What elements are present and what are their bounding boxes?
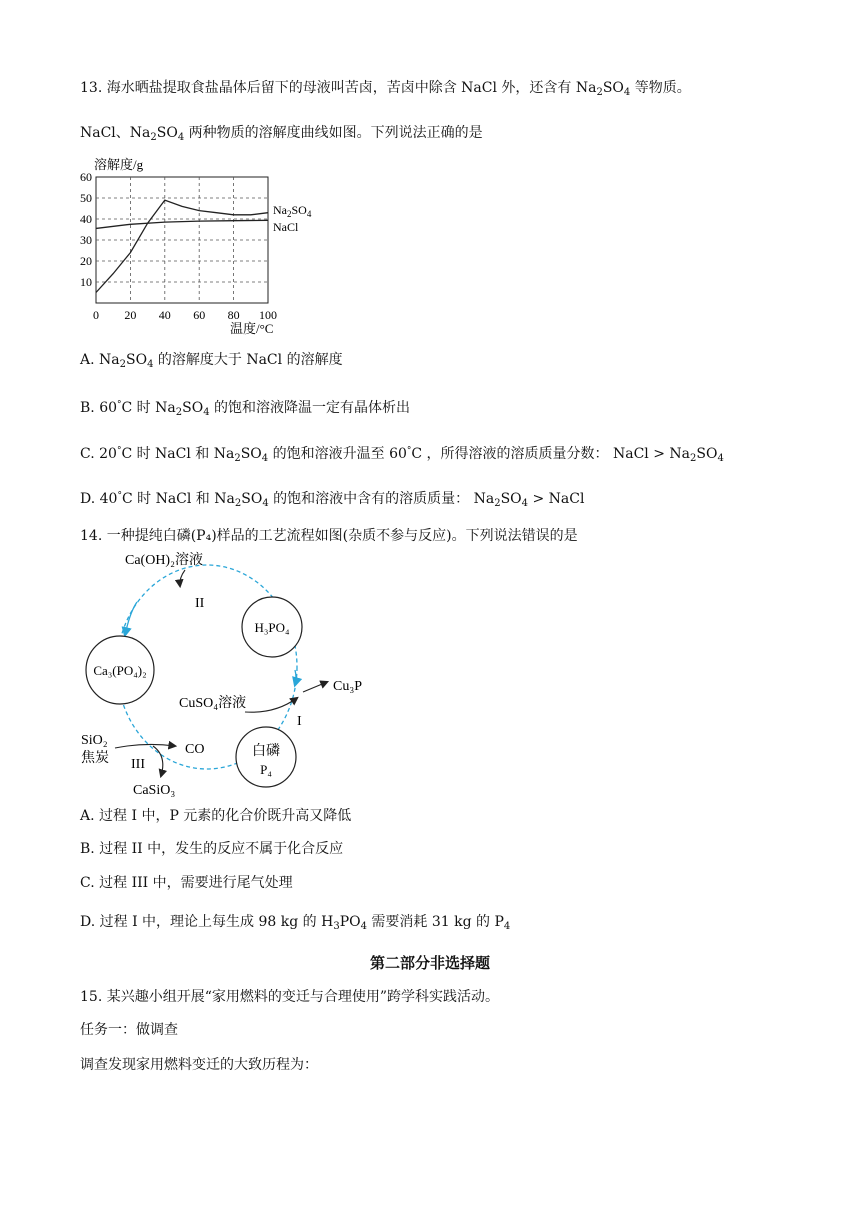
label-casio3: CaSiO₃ [133,783,176,798]
survey-text: 调查发现家用燃料变迁的大致历程为： [80,1057,318,1073]
q14-option-b: B. 过程 II 中，发生的反应不属于化合反应 [80,841,344,857]
label-ca3po42: Ca₃(PO₄)₂ [93,663,147,678]
q13-option-b: B. 60°C 时 $Na_2SO_4$ 的饱和溶液降温一定有晶体析出 [80,400,411,418]
q13-option-a: A. $Na_2SO_4$ 的溶解度大于 NaCl 的溶解度 [80,352,343,370]
label-step-iii: III [131,757,145,772]
label-cu3p: Cu₃P [333,679,363,694]
solubility-chart [72,153,332,338]
legend-nacl: NaCl [273,220,299,234]
label-white-phosphorus: 白磷 [252,744,280,759]
q13-stem-line2: NaCl、$Na_2SO_4$ 两种物质的溶解度曲线如图。下列说法正确的是 [80,125,483,143]
section-title: 第二部分非选择题 [369,954,490,972]
task1-heading: 任务一：做调查 [80,1022,178,1038]
x-tick-label: 40 [158,308,171,322]
x-tick-label: 0 [93,308,99,322]
process-diagram [75,550,375,800]
q13-option-c: C. 20°C 时 NaCl 和 $Na_2SO_4$ 的饱和溶液升温至 60°C ，所得溶液的溶质质量分数： NaCl > $Na_2SO_4$ [80,446,724,464]
cycle-arrow-i [295,670,296,685]
nacl-curve [96,220,268,228]
x-tick-label: 100 [259,308,277,322]
q15-stem: 15. 某兴趣小组开展“家用燃料的变迁与合理使用”跨学科实践活动。 [80,989,500,1005]
legend-na2so4: $Na_2SO_4$ [273,203,312,219]
arrow-caoh2 [180,570,185,586]
chart-ylabel: 溶解度/g [94,157,144,172]
label-p4: P₄ [260,762,272,777]
q13-stem-line1: 13. 海水晒盐提取食盐晶体后留下的母液叫苦卤，苦卤中除含 NaCl 外，还含有 $Na_2SO_4$ 等物质。 [80,80,691,98]
q14-stem: 14. 一种提纯白磷(P₄)样品的工艺流程如图(杂质不参与反应)。下列说法错误的是 [80,528,578,544]
label-cuso4: CuSO₄溶液 [179,696,247,711]
q14-option-c: C. 过程 III 中，需要进行尾气处理 [80,875,293,891]
label-sio2: SiO₂ [81,733,108,748]
y-tick-label: 40 [80,212,92,226]
na2so4-curve [96,200,268,292]
label-caoh2: Ca(OH)₂溶液 [125,553,203,568]
q13-option-d: D. 40°C 时 NaCl 和 $Na_2SO_4$ 的饱和溶液中含有的溶质质量： $Na_2SO_4$ > NaCl [80,491,585,509]
label-step-ii: II [195,596,205,611]
y-tick-label: 20 [80,254,92,268]
label-coke: 焦炭 [81,751,109,766]
label-h3po4: H₃PO₄ [254,620,290,635]
q14-option-a: A. 过程 I 中，P 元素的化合价既升高又降低 [80,808,352,824]
label-step-i: I [297,714,302,729]
chart-xlabel: 温度/°C [230,321,274,336]
label-co: CO [185,742,205,757]
y-tick-label: 30 [80,233,92,247]
q14-option-d: D. 过程 I 中，理论上每生成 98 kg 的 $H_3PO_4$ 需要消耗 31 kg 的 $P_4$ [80,914,511,932]
arrow-sio2 [115,744,175,748]
y-tick-label: 60 [80,170,92,184]
y-tick-label: 50 [80,191,92,205]
y-tick-label: 10 [80,275,92,289]
arrow-cu3p [303,682,327,692]
x-tick-label: 60 [193,308,206,322]
arrow-casio3 [153,746,163,776]
x-tick-label: 80 [227,308,240,322]
x-tick-label: 20 [124,308,137,322]
cycle-arrow-ii [125,602,137,635]
